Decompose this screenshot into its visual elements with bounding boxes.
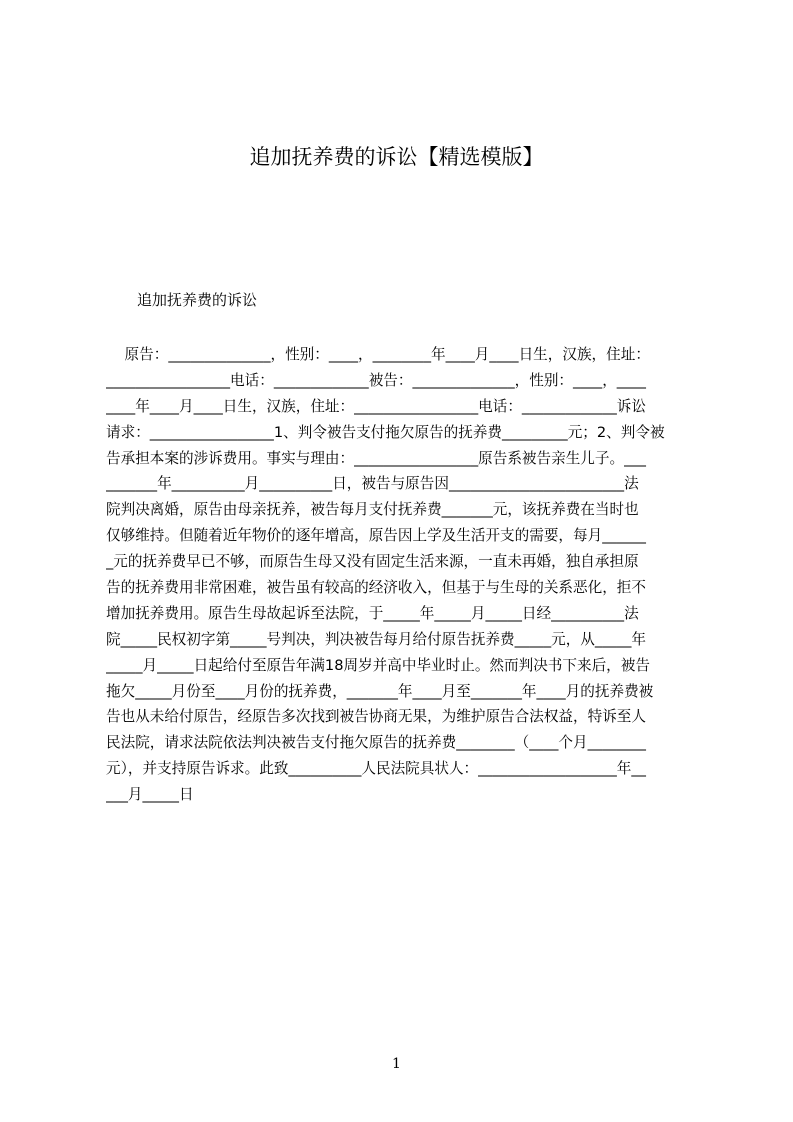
document-title: 追加抚养费的诉讼【精选模版】 [249,145,544,169]
body-line: 告的抚养费用非常困难，被告虽有较高的经济收入，但基于与生母的关系恶化，拒不 [106,579,646,597]
body-line: 仅够维持。但随着近年物价的逐年增高，原告因上学及生活开支的需要，每月______ [106,527,646,545]
body-line: 民法院，请求法院依法判决被告支付拖欠原告的抚养费________（____个月________ [106,734,646,752]
body-line: ___月_____日 [106,786,194,804]
body-line: 告承担本案的涉诉费用。事实与理由：_________________原告系被告亲生儿子。___ [106,449,646,467]
body-line: 增加抚养费用。原告生母故起诉至法院，于_____年_____月_____日经__________法 [106,604,639,622]
body-line: 原告：______________，性别：____，________年____月____日生，汉族，住址： [106,346,650,363]
document-subtitle: 追加抚养费的诉讼 [137,291,258,309]
body-line: _______年__________月__________日，被告与原告因________________________法 [106,475,639,493]
document-body [106,342,698,832]
body-line: _元的抚养费早已不够，而原告生母又没有固定生活来源，一直未再婚，独自承担原 [106,553,639,571]
body-line: ____年____月____日生，汉族，住址：_________________电话：_____________诉讼 [106,397,646,415]
body-line: 院判决离婚，原告由母亲抚养，被告每月支付抚养费_______元，该抚养费在当时也 [106,501,639,519]
body-line: 请求：_________________1、判令被告支付拖欠原告的抚养费_________元；2、判令被 [106,423,665,441]
page-number: 1 [392,1056,401,1072]
body-line: 元），并支持原告诉求。此致__________人民法院具状人：___________________年__ [106,760,646,778]
body-line: 拖欠_____月份至____月份的抚养费，_______年____月至_______年____月的抚养费被 [106,682,654,700]
body-line: 告也从未给付原告，经原告多次找到被告协商无果，为维护原告合法权益，特诉至人 [106,708,646,726]
body-line: 院_____民权初字第_____号判决，判决被告每月给付原告抚养费_____元，从_____年 [106,630,646,648]
body-line: _____月_____日起给付至原告年满18周岁并高中毕业时止。然而判决书下来后，被告 [106,656,650,674]
body-line: _________________电话：_____________被告：______________，性别：____，____ [106,371,646,389]
